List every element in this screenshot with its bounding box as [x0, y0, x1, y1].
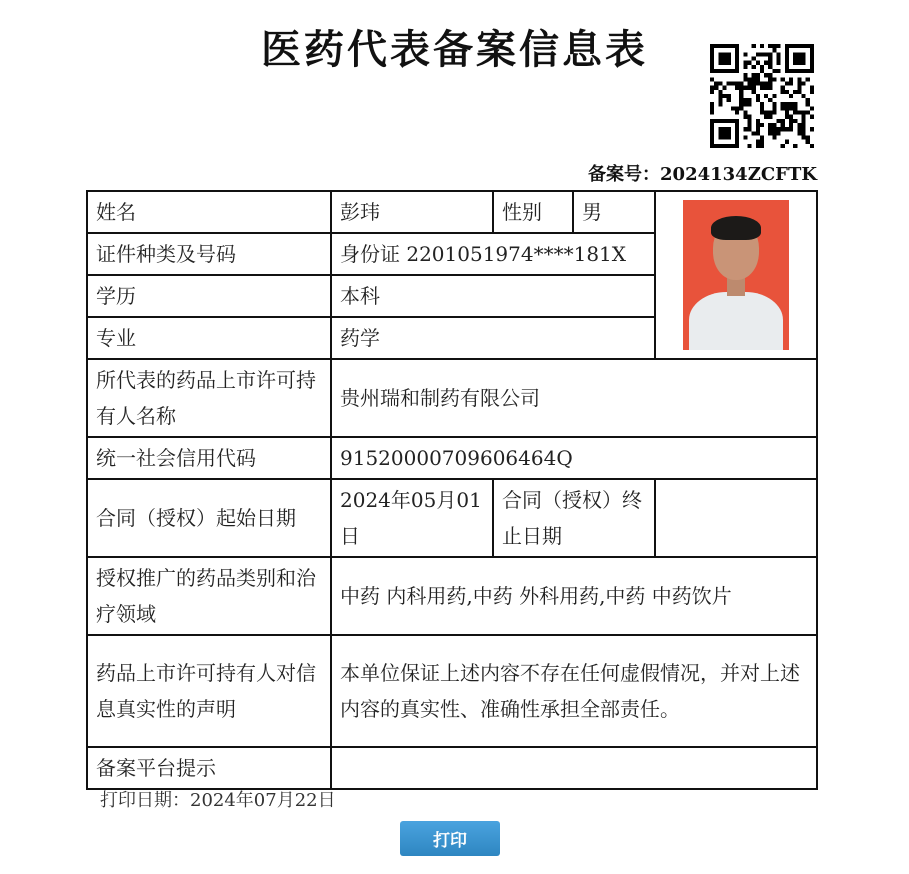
platform-tip-label: 备案平台提示 — [87, 747, 331, 789]
contract-start-label: 合同（授权）起始日期 — [87, 479, 331, 557]
holder-label: 所代表的药品上市许可持有人名称 — [87, 359, 331, 437]
education-label: 学历 — [87, 275, 331, 317]
holder-value: 贵州瑞和制药有限公司 — [331, 359, 817, 437]
gender-label: 性别 — [493, 191, 573, 233]
filing-form-table — [86, 190, 818, 790]
contract-end-label: 合同（授权）终止日期 — [493, 479, 655, 557]
declaration-value: 本单位保证上述内容不存在任何虚假情况，并对上述内容的真实性、准确性承担全部责任。 — [331, 635, 817, 747]
name-value: 彭玮 — [331, 191, 493, 233]
major-label: 专业 — [87, 317, 331, 359]
education-value: 本科 — [331, 275, 655, 317]
gender-value: 男 — [573, 191, 655, 233]
id-value: 身份证 2201051974****181X — [331, 233, 655, 275]
print-date: 打印日期：2024年07月22日 — [100, 790, 336, 811]
filing-number: 备案号：2024134ZCFTK — [588, 164, 817, 185]
photo-cell — [655, 191, 817, 359]
page-title: 医药代表备案信息表 — [261, 26, 648, 73]
contract-end-value — [655, 479, 817, 557]
id-label: 证件种类及号码 — [87, 233, 331, 275]
contract-start-value: 2024年05月01日 — [331, 479, 493, 557]
declaration-label: 药品上市许可持有人对信息真实性的声明 — [87, 635, 331, 747]
credit-code-value: 91520000709606464Q — [331, 437, 817, 479]
scope-value: 中药 内科用药,中药 外科用药,中药 中药饮片 — [331, 557, 817, 635]
print-button[interactable]: 打印 — [400, 821, 500, 856]
platform-tip-value — [331, 747, 817, 789]
credit-code-label: 统一社会信用代码 — [87, 437, 331, 479]
name-label: 姓名 — [87, 191, 331, 233]
qr-code — [710, 44, 814, 148]
scope-label: 授权推广的药品类别和治疗领域 — [87, 557, 331, 635]
major-value: 药学 — [331, 317, 655, 359]
id-photo — [683, 200, 789, 350]
